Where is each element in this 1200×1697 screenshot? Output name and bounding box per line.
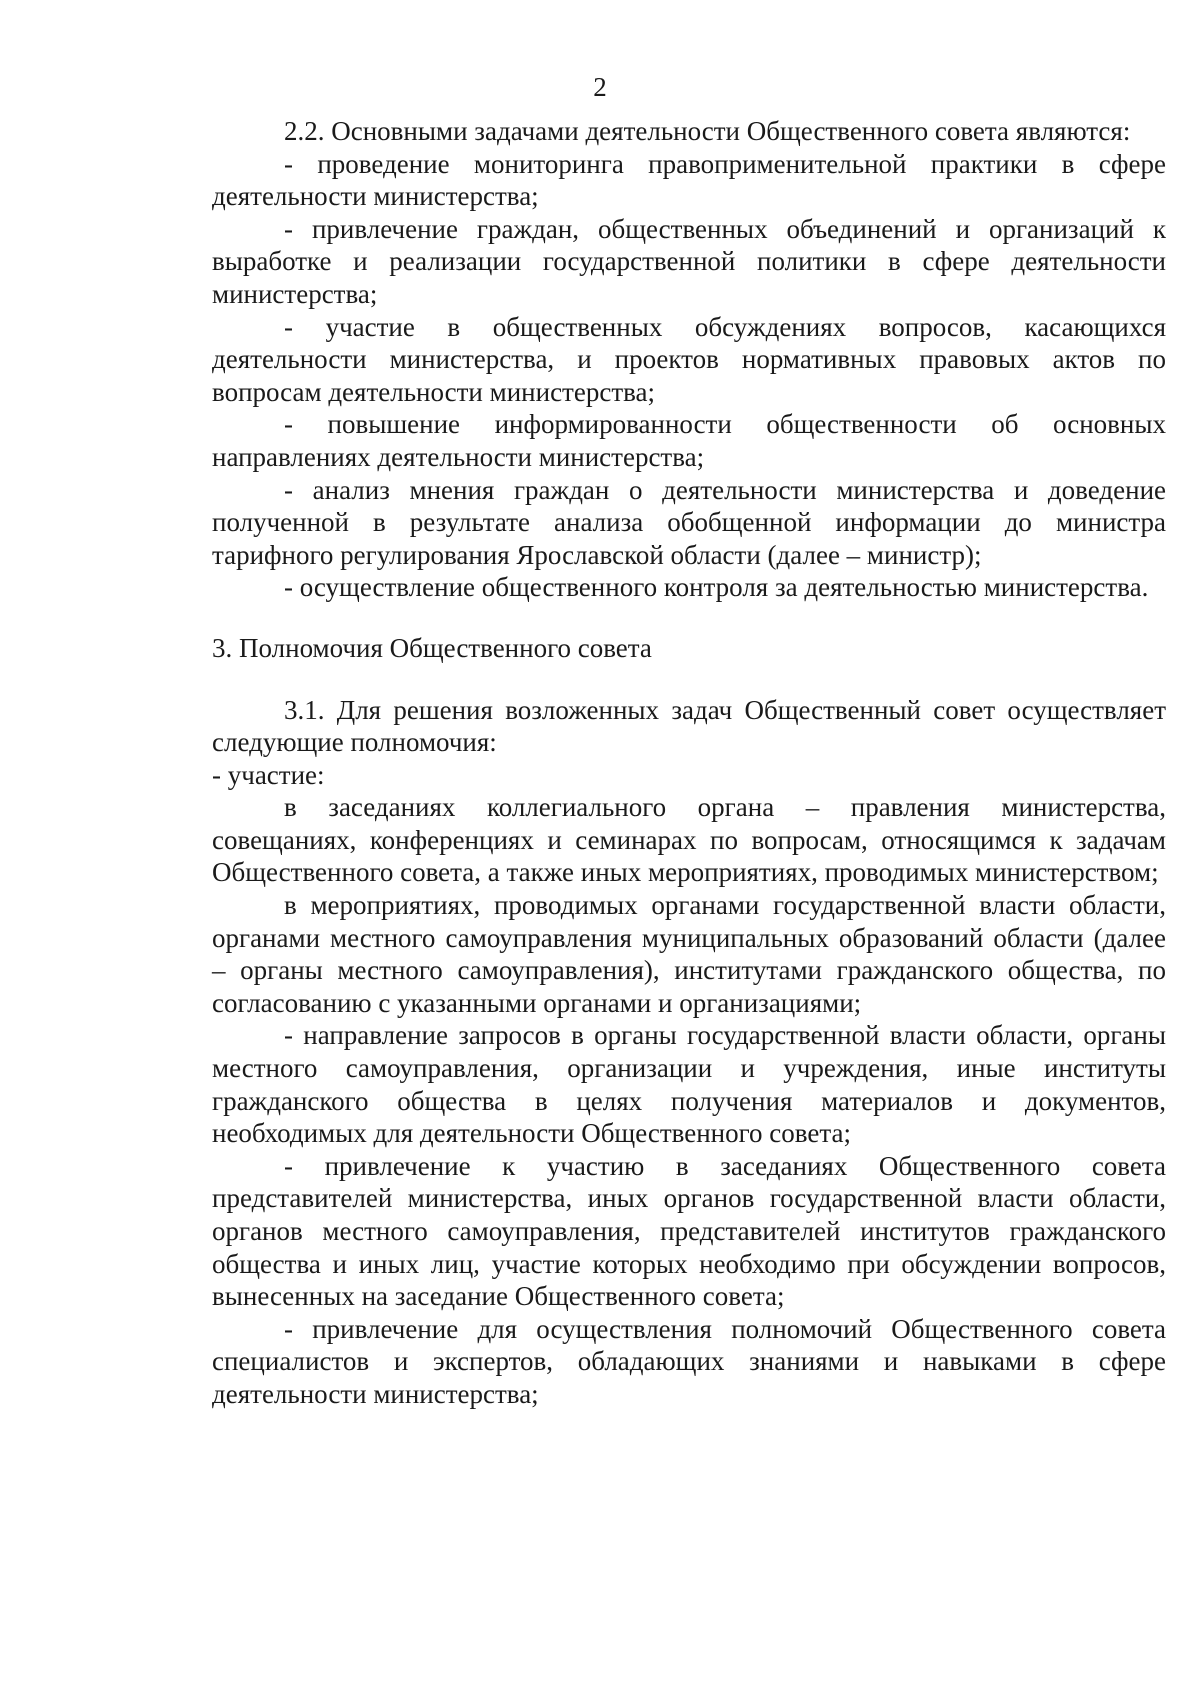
paragraph-task-monitoring: - проведение мониторинга правоприменительной практики в сфере деятельности министерства;: [212, 148, 1166, 212]
paragraph-2-2: 2.2. Основными задачами деятельности Общественного совета являются:: [284, 116, 1131, 146]
paragraph-invitation: - привлечение к участию в заседаниях Общественного совета представителей министерства, иных органов государственной власти области, органов местного самоуправления, представителей институтов гражданского общества и иных лиц, участие которых необходимо при обсуждении вопросов, вынесенных на заседание Общественного совета;: [212, 1150, 1166, 1312]
paragraph-experts: - привлечение для осуществления полномочий Общественного совета специалистов и экспертов, обладающих знаниями и навыками в сфере деятельности министерства;: [212, 1313, 1166, 1409]
page-number: 2: [593, 72, 607, 102]
paragraph-meetings: в заседаниях коллегиального органа – правления министерства, совещаниях, конференциях и семинарах по вопросам, относящимся к задачам Общественного совета, а также иных мероприятиях, проводимых министерством;: [212, 792, 1166, 888]
paragraph-task-discussion: - участие в общественных обсуждениях вопросов, касающихся деятельности министерства, и проектов нормативных правовых актов по вопросам деятельности министерства;: [212, 311, 1166, 407]
paragraph-participation: - участие:: [212, 759, 325, 790]
document-body: [212, 115, 1166, 1411]
paragraph-3-1: 3.1. Для решения возложенных задач Общественный совет осуществляет следующие полномочия:: [212, 694, 1166, 758]
paragraph-task-analysis: - анализ мнения граждан о деятельности министерства и доведение полученной в результате анализа обобщенной информации до министра тарифного регулирования Ярославской области (далее – министр);: [212, 474, 1166, 570]
paragraph-task-control: - осуществление общественного контроля за деятельностью министерства.: [284, 572, 1149, 603]
paragraph-events: в мероприятиях, проводимых органами государственной власти области, органами местного самоуправления муниципальных образований области (далее – органы местного самоуправления), институтами гражданского общества, по согласованию с указанными органами и организациями;: [212, 890, 1166, 1018]
paragraph-task-awareness: - повышение информированности общественности об основных направлениях деятельности министерства;: [212, 409, 1166, 472]
section-3-heading: 3. Полномочия Общественного совета: [212, 632, 652, 663]
paragraph-task-involvement: - привлечение граждан, общественных объединений и организаций к выработке и реализации государственной политики в сфере деятельности министерства;: [212, 213, 1166, 309]
paragraph-requests: - направление запросов в органы государственной власти области, органы местного самоуправления, организации и учреждения, иные институты гражданского общества в целях получения материалов и документов, необходимых для деятельности Общественного совета;: [212, 1020, 1166, 1149]
